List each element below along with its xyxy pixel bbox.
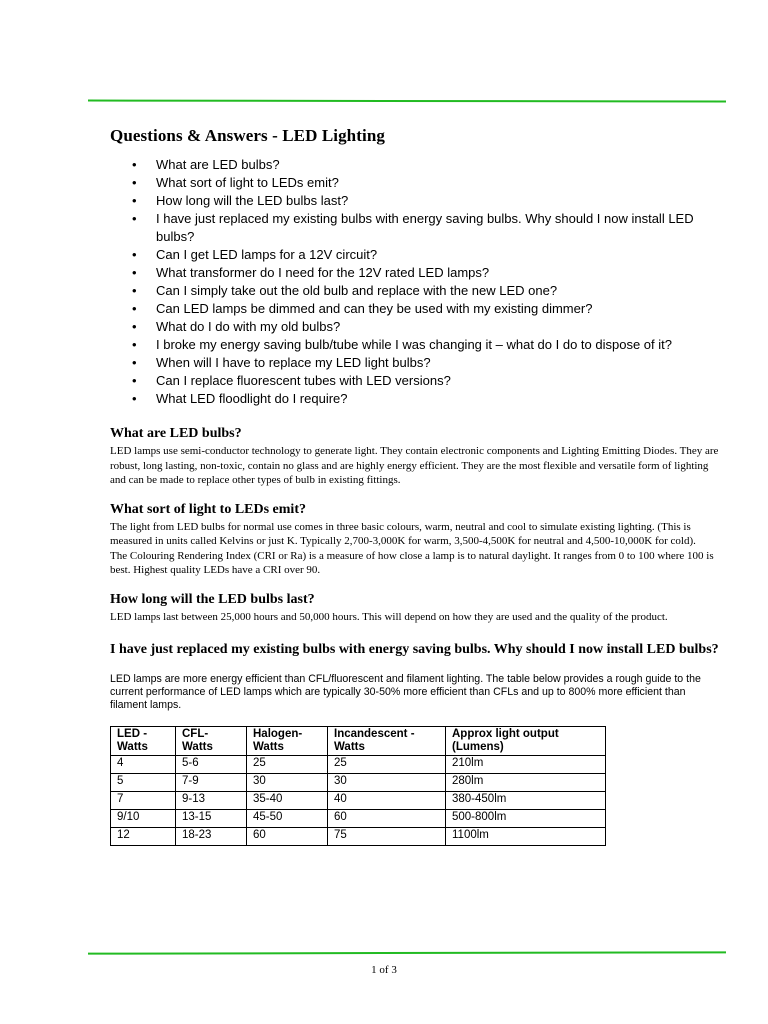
section-text-what-are: LED lamps use semi-conductor technology to generate light. They contain electronic components and Lighting Emitting Diodes. They are robust, long lasting, non-toxic, contain no glass and are highly energy efficient. They are the most flexible and versatile form of lighting and can be made to replace other types of bulb in existing fittings. xyxy=(110,445,719,486)
table-cell: 75 xyxy=(328,828,446,846)
table-cell: 280lm xyxy=(446,774,606,792)
table-cell: 5 xyxy=(111,774,176,792)
question-item: • Can LED lamps be dimmed and can they be used with my existing dimmer? xyxy=(132,301,593,316)
bullet-icon: • xyxy=(132,301,137,316)
section-heading-light-sort: What sort of light to LEDs emit? xyxy=(110,501,306,517)
bullet-icon: • xyxy=(132,247,137,262)
table-cell: 380-450lm xyxy=(446,792,606,810)
bullet-icon: • xyxy=(132,193,137,208)
bullet-icon: • xyxy=(132,319,137,334)
question-item: • Can I get LED lamps for a 12V circuit? xyxy=(132,247,378,262)
table-header-cell: LED - Watts xyxy=(111,727,176,756)
bullet-icon: • xyxy=(132,391,137,406)
table-header-row xyxy=(111,727,606,756)
table-cell: 12 xyxy=(111,828,176,846)
table-cell: 45-50 xyxy=(247,810,328,828)
bullet-icon: • xyxy=(132,283,137,298)
question-item: • What transformer do I need for the 12V rated LED lamps? xyxy=(132,265,490,280)
question-item: • What are LED bulbs? xyxy=(132,157,280,172)
question-list xyxy=(110,156,720,408)
table-cell: 35-40 xyxy=(247,792,328,810)
table-cell: 30 xyxy=(328,774,446,792)
table-row xyxy=(111,828,606,846)
bullet-icon: • xyxy=(132,355,137,370)
table-cell: 7-9 xyxy=(176,774,247,792)
question-item: • How long will the LED bulbs last? xyxy=(132,193,349,208)
table-header-cell: Halogen- Watts xyxy=(247,727,328,756)
table-cell: 40 xyxy=(328,792,446,810)
bullet-icon: • xyxy=(132,373,137,388)
bullet-icon: • xyxy=(132,265,137,280)
question-item: • I have just replaced my existing bulbs with energy saving bulbs. Why should I now install LED bulbs? xyxy=(132,211,694,244)
table-cell: 5-6 xyxy=(176,756,247,774)
table-cell: 25 xyxy=(247,756,328,774)
table-header-cell: Incandescent - Watts xyxy=(328,727,446,756)
lighting-comparison-table xyxy=(110,726,606,846)
table-cell: 500-800lm xyxy=(446,810,606,828)
table-header-cell: CFL- Watts xyxy=(176,727,247,756)
document-body xyxy=(110,126,720,846)
table-row xyxy=(111,792,606,810)
bullet-icon: • xyxy=(132,175,137,190)
table-cell: 18-23 xyxy=(176,828,247,846)
section-heading-what-are: What are LED bulbs? xyxy=(110,426,242,441)
table-row xyxy=(111,774,606,792)
question-item: • What LED floodlight do I require? xyxy=(132,391,348,406)
bullet-icon: • xyxy=(132,211,137,226)
page-number: 1 of 3 xyxy=(371,964,397,976)
bottom-rule xyxy=(88,951,726,954)
table-cell: 60 xyxy=(247,828,328,846)
section-text-how-long: LED lamps last between 25,000 hours and 50,000 hours. This will depend on how they are used and the quality of the product. xyxy=(110,610,668,623)
table-header-cell: Approx light output (Lumens) xyxy=(446,727,606,756)
table-cell: 25 xyxy=(328,756,446,774)
table-cell: 210lm xyxy=(446,756,606,774)
table-cell: 13-15 xyxy=(176,810,247,828)
table-cell: 1100lm xyxy=(446,828,606,846)
page-title: Questions & Answers - LED Lighting xyxy=(110,126,385,145)
table-row xyxy=(111,810,606,828)
table-row xyxy=(111,756,606,774)
question-item: • What do I do with my old bulbs? xyxy=(132,319,341,334)
table-cell: 9/10 xyxy=(111,810,176,828)
section-text-light-sort: The light from LED bulbs for normal use comes in three basic colours, warm, neutral and cool to simulate existing lighting. (This is measured in units called Kelvins or just K. Typically 2,700-3,000K for warm, 3,500-4,500K for neutral and 4,500-10,000K for cold). xyxy=(110,520,696,547)
section-text-cri: The Colouring Rendering Index (CRI or Ra) is a measure of how close a lamp is to natural daylight. It ranges from 0 to 100 where 100 is best. Highest quality LEDs have a CRI over 90. xyxy=(110,549,714,576)
question-item: • What sort of light to LEDs emit? xyxy=(132,175,339,190)
top-rule xyxy=(88,100,726,103)
table-cell: 7 xyxy=(111,792,176,810)
question-item: • Can I replace fluorescent tubes with LED versions? xyxy=(132,373,451,388)
section-heading-how-long: How long will the LED bulbs last? xyxy=(110,591,315,607)
question-item: • When will I have to replace my LED light bulbs? xyxy=(132,355,431,370)
table-cell: 4 xyxy=(111,756,176,774)
question-item: • Can I simply take out the old bulb and replace with the new LED one? xyxy=(132,283,558,298)
table-cell: 30 xyxy=(247,774,328,792)
question-item: • I broke my energy saving bulb/tube while I was changing it – what do I do to dispose of it? xyxy=(132,337,672,352)
table-cell: 60 xyxy=(328,810,446,828)
bullet-icon: • xyxy=(132,337,137,352)
table-cell: 9-13 xyxy=(176,792,247,810)
section-text-replaced: LED lamps are more energy efficient than CFL/fluorescent and filament lighting. The table below provides a rough guide to the current performance of LED lamps which are typically 30-50% more efficient than CFLs and up to 800% more efficient than filament lamps. xyxy=(110,673,701,711)
section-heading-replaced: I have just replaced my existing bulbs with energy saving bulbs. Why should I now install LED bulbs? xyxy=(110,642,719,657)
bullet-icon: • xyxy=(132,157,137,172)
